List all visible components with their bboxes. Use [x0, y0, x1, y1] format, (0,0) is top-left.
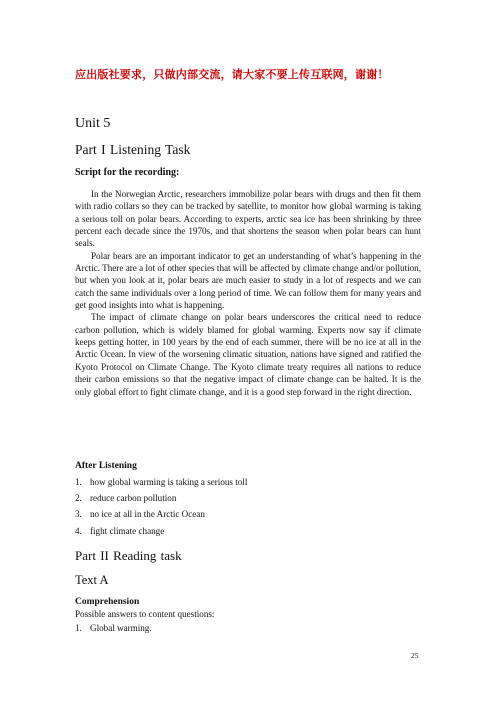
list-item — [75, 474, 247, 490]
list-item-number: 1. — [75, 477, 82, 487]
after-listening-heading: After Listening — [75, 461, 137, 471]
part1-title: Part I Listening Task — [75, 142, 191, 157]
list-item-text: no ice at all in the Arctic Ocean — [90, 509, 205, 520]
script-body — [75, 188, 421, 398]
distribution-notice: 应出版社要求，只做内部交流，请大家不要上传互联网，谢谢！ — [75, 68, 389, 81]
list-item-number: 4. — [75, 525, 82, 536]
list-item-number: 3. — [75, 509, 82, 520]
script-paragraph-3: The impact of climate change on polar bears underscores the critical need to reduce carbon pollution, which is widely blamed for global warming. Experts now say if climate keeps getting hotter, in 100 years by the end of each summer, there will be no ice at all in the Arctic Ocean. In view of the worsening climatic situation, nations have signed and ratified the Kyoto Protocol on Climate Change. The Kyoto climate treaty requires all nations to reduce their carbon emissions so that the negative impact of climate change can be halted. It is the only global effort to fight climate change, and it is a good step forward in the right direction. — [75, 312, 421, 397]
list-item — [75, 622, 152, 634]
list-item-text: fight climate change — [90, 525, 165, 536]
part2-title: Part II Reading task — [75, 548, 182, 563]
list-item — [75, 490, 247, 506]
list-item-text: how global warming is taking a serious toll — [90, 477, 248, 487]
after-listening-list — [75, 474, 247, 539]
comprehension-intro: Possible answers to content questions: — [75, 609, 215, 619]
text-a-title: Text A — [75, 573, 109, 587]
list-item — [75, 523, 247, 539]
list-item-number: 2. — [75, 493, 82, 504]
unit-title: Unit 5 — [75, 116, 111, 131]
script-paragraph-2: Polar bears are an important indicator to get an understanding of what’s happening in the Arctic. There are a lot of other species that will be affected by climate change and/or pollution, but when you look at it, polar bears are much easier to study in a lot of respects and we can catch the same individuals over a long period of time. We can follow them for many years and get good insights into what is happening. — [75, 250, 421, 311]
list-item — [75, 506, 247, 522]
comprehension-list — [75, 622, 152, 634]
list-item-number: 1. — [75, 623, 82, 633]
list-item-text: Global warming. — [90, 623, 152, 633]
script-paragraph-1: In the Norwegian Arctic, researchers immobilize polar bears with drugs and then fit them with radio collars so they can be tracked by satellite, to monitor how global warming is taking a serious toll on polar bears. According to experts, arctic sea ice has been shrinking by three percent each decade since the 1970s, and that shortens the season when polar bears can hunt seals. — [75, 189, 421, 249]
page-number: 25 — [411, 651, 419, 660]
script-heading: Script for the recording: — [75, 167, 180, 178]
comprehension-heading: Comprehension — [75, 597, 140, 607]
list-item-text: reduce carbon pollution — [90, 493, 177, 504]
